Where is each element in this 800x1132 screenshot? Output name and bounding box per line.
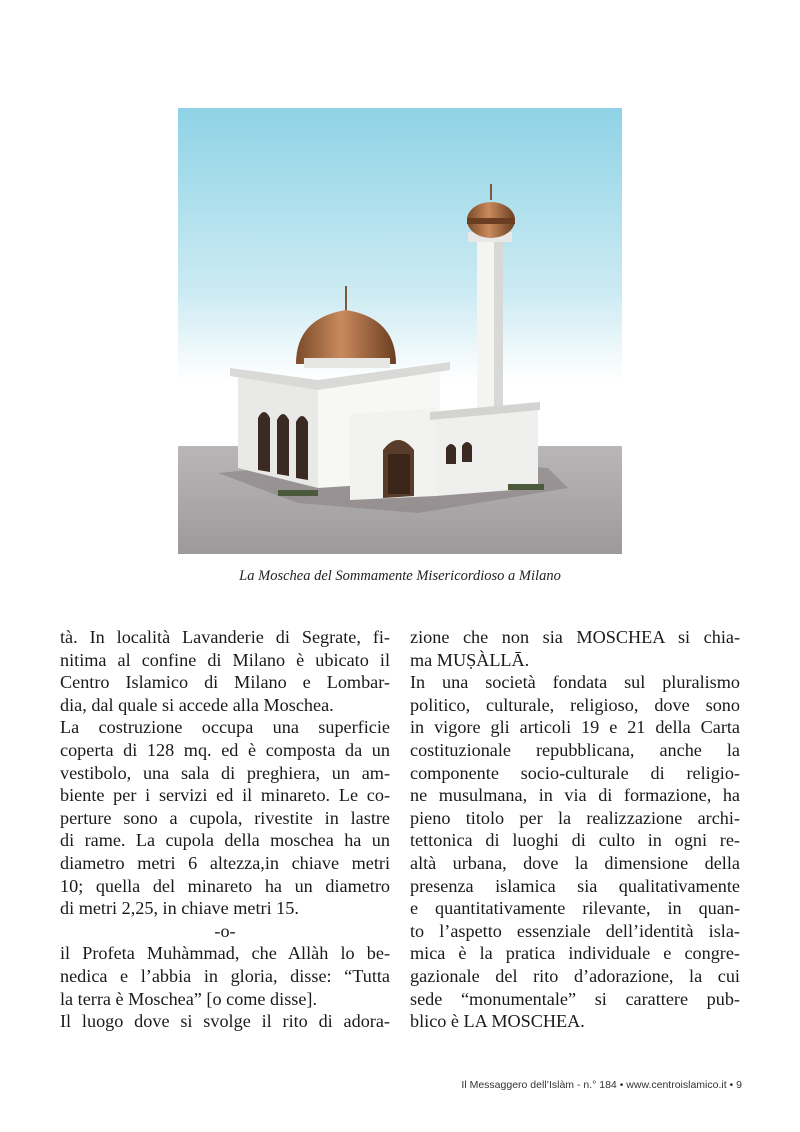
figure-caption: La Moschea del Sommamente Misericordioso a Milano [239, 568, 561, 584]
text-line: zione che non sia MOSCHEA si chia- [410, 627, 740, 647]
text-line: sede “monumentale” si carattere pub- [410, 988, 740, 1009]
text-line: tettonica di luoghi di culto in ogni re- [410, 830, 740, 851]
text-line: dia, dal quale si accede alla Moschea. [60, 694, 334, 715]
section-separator: -o- [214, 920, 236, 941]
text-line: di metri 2,25, in chiave metri 15. [60, 898, 299, 919]
text-line: nitima al confine di Milano è ubicato il [60, 649, 390, 670]
text-line: politico, culturale, religioso, dove sono [410, 694, 740, 715]
mosque-photo [178, 108, 622, 554]
right-column [410, 626, 740, 1033]
text-line: coperta di 128 mq. ed è composta da un [60, 739, 390, 760]
text-line: 10; quella del minareto ha un diametro [60, 875, 390, 896]
text-line: blico è LA MOSCHEA. [410, 1011, 585, 1032]
text-line: diametro metri 6 altezza,in chiave metri [60, 852, 390, 873]
text-line: ne musulmana, in via di formazione, ha [410, 785, 740, 806]
text-line: in vigore gli articoli 19 e 21 della Carta [410, 717, 740, 738]
text-line: to l’aspetto essenziale dell’identità isla- [410, 920, 740, 941]
text-line: presenza islamica sia qualitativamente [410, 875, 740, 896]
text-line: ma MUṢÀLLĀ. [410, 649, 530, 670]
left-column [60, 626, 390, 1033]
page-footer: Il Messaggero dell’Islàm - n.° 184 • www.centroislamico.it • 9 [461, 1079, 742, 1091]
text-line: biente per i servizi ed il minareto. Le co- [60, 785, 390, 806]
text-line: la terra è Moschea” [o come disse]. [60, 988, 318, 1009]
text-line: In una società fondata sul pluralismo [410, 672, 740, 693]
text-line: gazionale del rito d’adorazione, la cui [410, 965, 740, 986]
text-line: mica è la pratica individuale e congre- [410, 943, 740, 964]
text-line: Centro Islamico di Milano e Lombar- [60, 672, 390, 693]
text-line: vestibolo, una sala di preghiera, un am- [60, 762, 390, 783]
text-line: pieno titolo per la realizzazione archi- [410, 807, 740, 828]
text-line: Il luogo dove si svolge il rito di adora- [60, 1011, 390, 1032]
text-line: componente socio-culturale di religio- [410, 762, 740, 783]
text-line: altà urbana, dove la dimensione della [410, 852, 740, 873]
text-line: il Profeta Muhàmmad, che Allàh lo be- [60, 943, 390, 964]
text-line: di rame. La cupola della moschea ha un [60, 830, 390, 851]
text-line: costituzionale repubblicana, anche la [410, 739, 740, 760]
text-line: perture sono a cupola, rivestite in lastre [60, 807, 390, 828]
text-line: e quantitativamente rilevante, in quan- [410, 898, 740, 919]
text-line: nedica e l’abbia in gloria, disse: “Tutta [60, 965, 390, 986]
text-line: tà. In località Lavanderie di Segrate, fi- [60, 627, 390, 647]
text-line: La costruzione occupa una superficie [60, 717, 390, 738]
